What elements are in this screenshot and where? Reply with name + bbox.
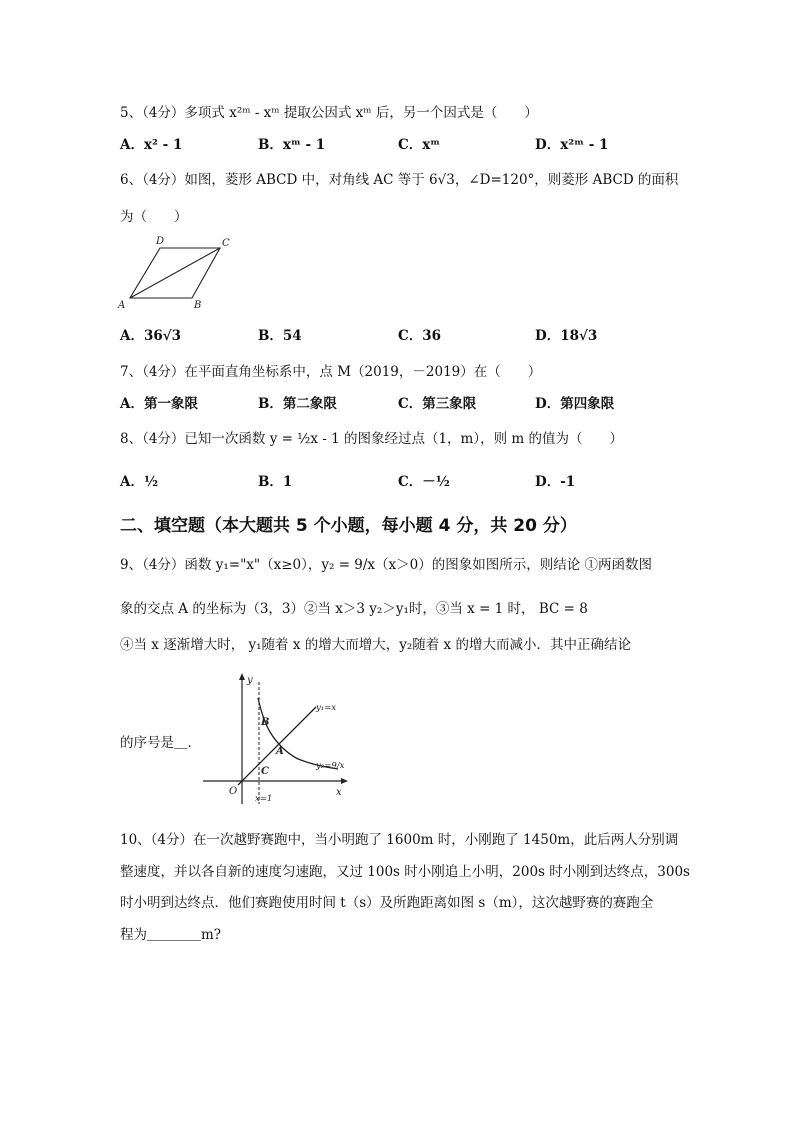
q6-stem-line1: 6、（4分）如图，菱形 ABCD 中，对角线 AC 等于 6√3，∠D=120°，则菱形 ABCD 的面积	[120, 172, 679, 188]
q7-option-d: D．第四象限	[535, 396, 615, 412]
q7-stem: 7、（4分）在平面直角坐标系中，点 M（2019，－2019）在（ ）	[120, 364, 542, 380]
q5-option-b: B．xᵐ - 1	[258, 137, 326, 153]
x-axis-arrow	[341, 778, 348, 784]
q10-stem-line1: 10、（4分）在一次越野赛跑中，当小明跑了 1600m 时，小刚跑了 1450m，此后两人分别调	[120, 832, 679, 848]
q9-stem-line3: ④当 x 逐渐增大时， y₁随着 x 的增大而增大，y₂随着 x 的增大而减小．其中正确结论	[120, 637, 631, 653]
q8-option-d: D．-1	[535, 474, 576, 490]
q7-option-c: C．第三象限	[398, 396, 477, 412]
q8-option-b: B．1	[258, 474, 293, 490]
q6-stem-line2: 为（ ）	[120, 209, 188, 225]
point-b-label: B	[261, 717, 270, 728]
q10-stem-line2: 整速度，并以各自新的速度匀速跑，又过 100s 时小刚追上小明，200s 时小刚到达终点，300s	[120, 864, 690, 880]
q6-option-d: D．18√3	[535, 328, 598, 344]
x-axis-label: x	[336, 787, 342, 798]
q6-option-a: A．36√3	[120, 328, 182, 344]
section-heading-fill-in: 二、填空题（本大题共 5 个小题，每小题 4 分，共 20 分）	[120, 516, 577, 536]
y-axis-label: y	[247, 675, 253, 686]
rhombus-figure	[114, 234, 236, 312]
q6-option-b: B．54	[258, 328, 302, 344]
q7-option-b: B．第二象限	[258, 396, 337, 412]
q5-option-c: C．xᵐ	[398, 137, 441, 153]
q8-option-a: A．½	[120, 474, 159, 490]
q9-stem-line2: 象的交点 A 的坐标为（3，3）②当 x＞3 y₂＞y₁时，③当 x = 1 时， BC = 8	[120, 601, 588, 617]
rhombus-label-c: C	[222, 238, 230, 249]
q10-stem-line3: 时小明到达终点．他们赛跑使用时间 t（s）及所跑距离如图 s（m），这次越野赛的赛跑全	[120, 895, 654, 911]
x-equals-1-label: x=1	[255, 794, 273, 804]
rhombus-label-b: B	[194, 300, 202, 311]
q5-stem: 5、（4分）多项式 x²ᵐ - xᵐ 提取公因式 xᵐ 后，另一个因式是（ ）	[120, 105, 538, 121]
q5-option-d: D．x²ᵐ - 1	[535, 137, 609, 153]
q5-option-a: A．x² - 1	[120, 137, 183, 153]
q9-stem-line1: 9、（4分）函数 y₁="x"（x≥0），y₂ = 9/x（x＞0）的图象如图所示，则结论 ①两函数图	[120, 557, 653, 573]
function-graph	[198, 668, 358, 810]
q6-option-c: C．36	[398, 328, 442, 344]
rhombus-label-d: D	[156, 236, 165, 247]
q9-stem-line4: 的序号是＿．	[120, 735, 201, 751]
y1-label: y₁=x	[316, 703, 337, 713]
y2-label: y₂=9/x	[316, 761, 345, 771]
q10-stem-line4: 程为＿＿＿＿m?	[120, 927, 222, 943]
point-a-label: A	[276, 746, 284, 757]
y-axis-arrow	[239, 673, 245, 680]
q7-option-a: A．第一象限	[120, 396, 198, 412]
point-c-label: C	[261, 766, 269, 777]
origin-label: O	[229, 786, 238, 797]
q8-stem: 8、（4分）已知一次函数 y = ½x - 1 的图象经过点（1，m），则 m 的值为（ ）	[120, 431, 623, 447]
rhombus-label-a: A	[118, 300, 126, 311]
q8-option-c: C．－½	[398, 474, 450, 490]
